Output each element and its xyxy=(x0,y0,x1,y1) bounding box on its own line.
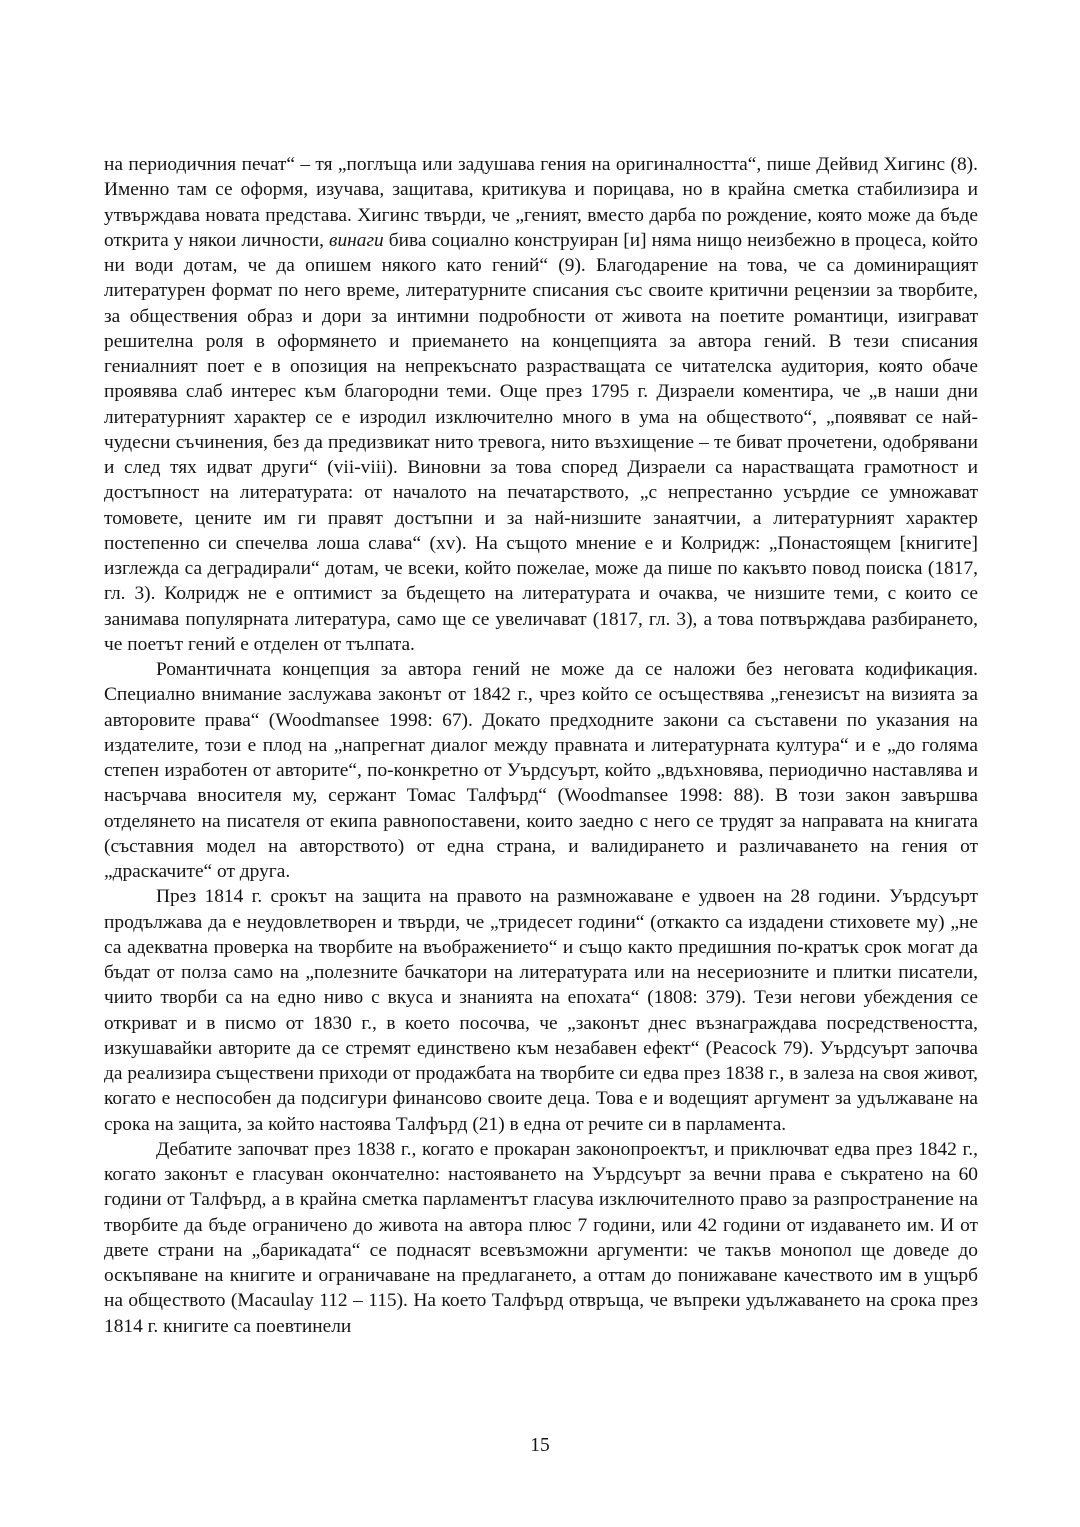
paragraph-4-text: Дебатите започват през 1838 г., когато е прокаран законопроектът, и приключват едва през 1842 г., когато законът е гласуван окончателно: настояването на Уърдсуърт за вечни права е съкратено на 60 години от Талфърд, а в крайна сметка парламентът гласува изключителното право за разпространение на творбите да бъде ограничено до живота на автора плюс 7 години, или 42 години от издаването им. И от двете страни на „барикадата“ се поднасят всевъзможни аргументи: че такъв монопол ще доведе до оскъпяване на книгите и ограничаване на предлагането, а оттам до понижаване качеството им в ущърб на обществото (Macaulay 112 – 115). На което Талфърд отвръща, че въпреки удължаването на срока през 1814 г. книгите са поевтинели xyxy=(104,1138,978,1337)
page-number: 15 xyxy=(530,1435,550,1456)
paragraph-3 xyxy=(104,884,978,1137)
paragraph-4 xyxy=(104,1137,978,1339)
body-text xyxy=(104,152,978,1339)
paragraph-2-text: Романтичната концепция за автора гений не може да се наложи без неговата кодификация. Специално внимание заслужава законът от 1842 г., чрез който се осъществява „генезисът на визията за авторовите права“ (Woodmansee 1998: 67). Докато предходните закони са съставени по указания на издателите, този е плод на „напрегнат диалог между правната и литературната култура“ и е „до голяма степен изработен от авторите“, по-конкретно от Уърдсуърт, който „вдъхновява, периодично наставлява и насърчава вносителя му, сержант Томас Талфърд“ (Woodmansee 1998: 88). В този закон завършва отделянето на писателя от екипа равнопоставени, които заедно с него се трудят за направата на книгата (съставния модел на авторството) от една страна, и валидирането и различаването на гения от „драскачите“ от друга. xyxy=(104,659,978,882)
paragraph-1-text-a: на периодичния печат“ – тя „поглъща или задушава гения на оригиналността“, пише Дейвид Хигинс (8). Именно там се оформя, изучава, защитава, критикува и порицава, но в крайна сметка стабилизира и утвърждава новата представа. Хигинс твърди, че „геният, вместо дарба по рождение, която може да бъде открита у някои личности, xyxy=(104,154,978,251)
paragraph-1 xyxy=(104,152,978,657)
paragraph-1-text-b: бива социално конструиран [и] няма нищо неизбежно в процеса, който ни води дотам, че да опишем някого като гений“ (9). Благодарение на това, че са доминиращият литературен формат по него време, литературните списания със своите критични рецензии за творбите, за обществения образ и дори за интимни подробности от живота на поетите романтици, изиграват решителна роля в оформянето и приемането на концепцията за автора гений. В тези списания гениалният поет е в опозиция на непрекъснато разрастващата се читателска аудитория, която обаче проявява слаб интерес към благородни теми. Още през 1795 г. Дизраели коментира, че „в наши дни литературният характер се е изродил изключително много в ума на обществото“, „появяват се най-чудесни съчинения, без да предизвикат нито тревога, нито възхищение – те биват прочетени, одобрявани и след тях идват други“ (vii-viii). Виновни за това според Дизраели са нарастващата грамотност и достъпност на литературата: от началото на печатарството, „с непрестанно усърдие се умножават томовете, цените им ги правят достъпни и за най-низшите занаятчии, а литературният характер постепенно си спечелва лоша слава“ (xv). На същото мнение е и Колридж: „Понастоящем [книгите] изглежда са деградирали“ дотам, че всеки, който пожелае, може да пише по какъвто повод поиска (1817, гл. 3). Колридж не е оптимист за бъдещето на литературата и очаква, че низшите теми, с които се занимава популярната литература, само ще се увеличават (1817, гл. 3), а това потвърждава разбирането, че поетът гений е отделен от тълпата. xyxy=(104,229,978,655)
paragraph-1-italic-word: винаги xyxy=(329,229,384,251)
paragraph-3-text: През 1814 г. срокът на защита на правото на размножаване е удвоен на 28 години. Уърдсуърт продължава да е неудовлетворен и твърди, че „тридесет години“ (откакто са издадени стиховете му) „не са адекватна проверка на творбите на въображението“ и също както предишния по-кратък срок могат да бъдат от полза само на „полезните бачкатори на литературата или на несериозните и плитки писатели, чиито творби са на едно ниво с вкуса и знанията на епохата“ (1808: 379). Тези негови убеждения се откриват и в писмо от 1830 г., в което посочва, че „законът днес възнаграждава посредствеността, изкушавайки авторите да се стремят единствено към незабавен ефект“ (Peacock 79). Уърдсуърт започва да реализира съществени приходи от продажбата на творбите си едва през 1838 г., в залеза на своя живот, когато е неспособен да подсигури финансово своите деца. Това е и водещият аргумент за удължаване на срока на защита, за който настоява Талфърд (21) в една от речите си в парламента. xyxy=(104,886,978,1135)
paragraph-2 xyxy=(104,657,978,884)
